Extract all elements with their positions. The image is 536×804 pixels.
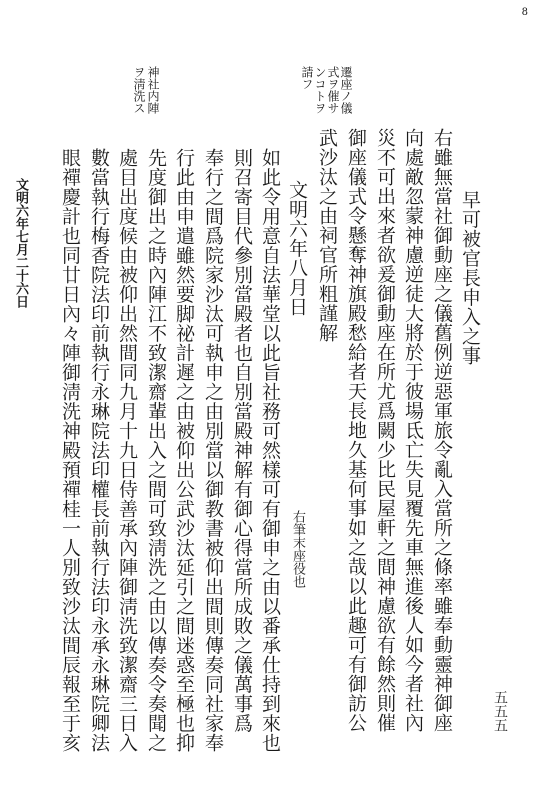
body2-line-4: 行此由申遣雖然要脚祕計遲之由被仰出公武沙汰延引之間迷惑至極也抑 bbox=[173, 148, 195, 753]
signature: 右筆末座役也 bbox=[290, 510, 305, 588]
page-mark: 8 bbox=[521, 7, 528, 18]
top-note-line-4: 請フ bbox=[300, 66, 314, 90]
body2-line-7: 數當執行梅香院法印前執行永琳院法印權長前執行法印永承永琳院卿法 bbox=[88, 148, 110, 753]
body-line-1: 右雖無當社御動座之儀舊例逆惡軍旅令亂入當所之條率雖奉動靈神御座 bbox=[431, 128, 453, 733]
footer-date: 文明六年七月二十六日 bbox=[13, 178, 28, 308]
body-line-3: 災不可出來者欲爰御動座在所尤爲闕少比民屋軒之間神慮欲有餘然則催 bbox=[374, 128, 396, 733]
side-note-line-2: ヲ淸洗ス bbox=[132, 66, 146, 114]
body2-line-2: 則召寄目代參別當殿者也自別當殿神解有御心得當所成敗之儀萬事爲 bbox=[231, 148, 253, 733]
side-note-line-1: 神社内陣 bbox=[146, 66, 160, 114]
top-note-line-3: ンコトヲ bbox=[313, 66, 327, 114]
body-line-5: 武沙汰之由祠官所粗謹解 bbox=[316, 128, 338, 343]
body2-line-8: 眼禪慶計也同廿日內々陣御淸洗神殿預禪桂一人別致沙汰間辰報至于亥 bbox=[59, 148, 81, 753]
body-line-4: 御座儀式令懸奪神旗殿愁給者天長地久基何事如之哉以此趣可有御訪公 bbox=[345, 128, 367, 733]
heading: 早可被官長申入之事 bbox=[459, 190, 481, 366]
page-number: 五五五 bbox=[492, 690, 508, 732]
date-line: 文明六年八月日 bbox=[286, 180, 308, 317]
body2-line-5: 先度御出之時內陣江不致潔齋輩出入之間可致淸洗之由以傳奏令奏聞之 bbox=[145, 148, 167, 753]
body2-line-1: 如此令用意自法華堂以此旨社務可然樣可有御申之由以番承仕持到來也 bbox=[259, 148, 281, 753]
top-note-line-1: 遷座ノ儀 bbox=[339, 66, 353, 114]
body2-line-3: 奉行之間爲院家沙汰可執申之由別當以御教書被仰出間則傳奏同社家奉 bbox=[202, 148, 224, 753]
body-line-2: 向處敵忽蒙神慮逆徒大將於于彼場氐亡失見覆先車無進後人如今者社內 bbox=[402, 128, 424, 733]
top-note-line-2: 式ヲ催サ bbox=[326, 66, 340, 114]
body2-line-6: 處目出度候由被仰出然間同九月十九日侍善承內陣御淸洗致潔齋三日入 bbox=[116, 148, 138, 753]
